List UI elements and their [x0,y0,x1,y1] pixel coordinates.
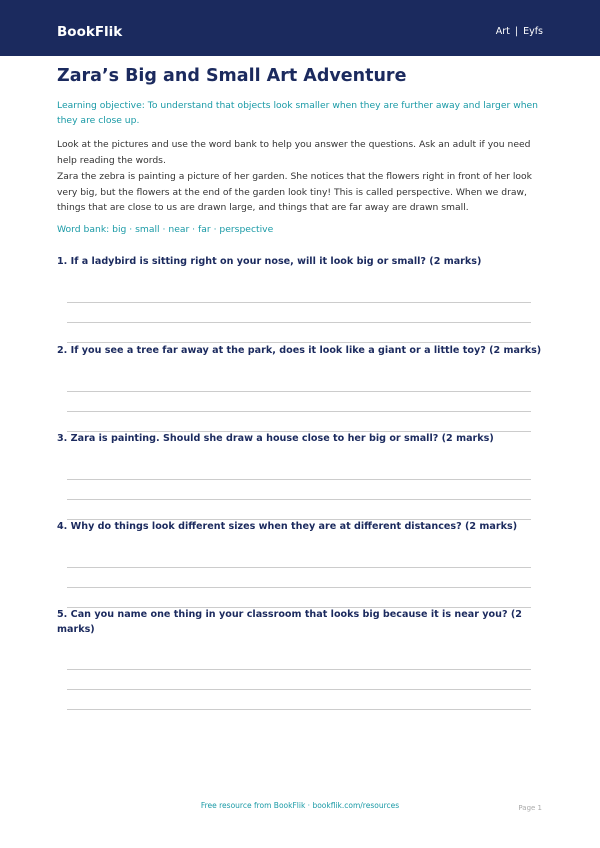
subject-tags [496,24,543,40]
answer-line[interactable] [67,302,531,303]
answer-line[interactable] [67,689,531,690]
word-bank: Word bank: big · small · near · far · perspective [57,224,274,235]
footer-resource-link[interactable]: Free resource from BookFlik · bookflik.com/resources [200,801,400,810]
subject-tag: Art [495,26,510,37]
answer-line[interactable] [67,709,531,710]
tag-separator: | [514,26,519,37]
learning-objective: Learning objective: To understand that objects look smaller when they are further away and larger when they are close up. [57,100,539,126]
brand-logo[interactable]: BookFlik [57,24,123,40]
question-4: 4. Why do things look different sizes when they are at different distances? (2 marks) [57,521,518,532]
header-bar [0,0,600,56]
instructions-text: Look at the pictures and use the word bank to help you answer the questions. Ask an adult if you need help reading the words. [57,139,531,166]
answer-line[interactable] [67,391,531,392]
question-5: 5. Can you name one thing in your classroom that looks big because it is near you? (2 marks) [57,609,522,635]
answer-line[interactable] [67,479,531,480]
page-number: Page 1 [518,804,542,812]
question-2: 2. If you see a tree far away at the park, does it look like a giant or a little toy? (2 marks) [57,345,542,356]
level-tag: Eyfs [523,26,543,37]
answer-line[interactable] [67,587,531,588]
answer-line[interactable] [67,499,531,500]
answer-line[interactable] [67,322,531,323]
page-title: Zara’s Big and Small Art Adventure [57,66,407,86]
question-3: 3. Zara is painting. Should she draw a house close to her big or small? (2 marks) [57,433,494,444]
story-text: Zara the zebra is painting a picture of her garden. She notices that the flowers right in front of her look very big, but the flowers at the end of the garden look tiny! This is called perspective. When we draw, things that are close to us are drawn large, and things that are far away are drawn small. [57,171,532,213]
answer-line[interactable] [67,567,531,568]
answer-line[interactable] [67,669,531,670]
question-1: 1. If a ladybird is sitting right on your nose, will it look big or small? (2 marks) [57,256,482,267]
answer-line[interactable] [67,411,531,412]
